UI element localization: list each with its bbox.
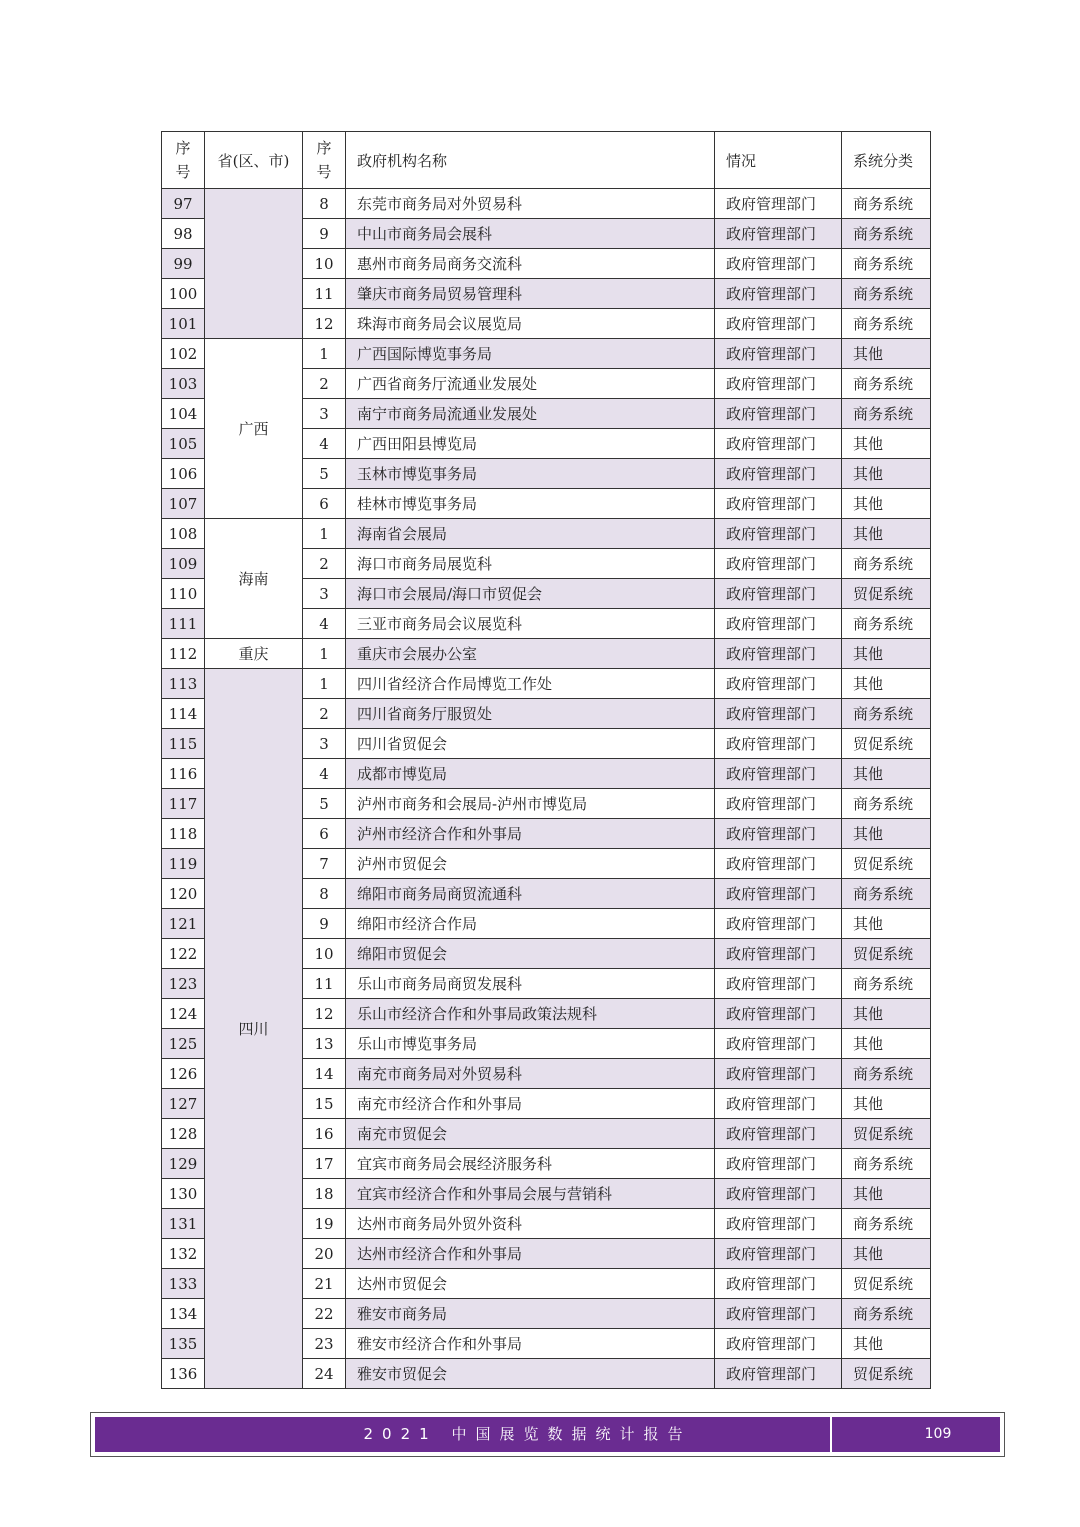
cell-seq: 122 bbox=[162, 939, 205, 969]
cell-situation: 政府管理部门 bbox=[715, 1179, 842, 1209]
cell-situation: 政府管理部门 bbox=[715, 909, 842, 939]
cell-category: 其他 bbox=[842, 819, 931, 849]
cell-seq: 118 bbox=[162, 819, 205, 849]
cell-seq: 113 bbox=[162, 669, 205, 699]
table-header-row bbox=[162, 132, 931, 189]
cell-agency-name: 海南省会展局 bbox=[346, 519, 715, 549]
cell-sub-seq: 23 bbox=[303, 1329, 346, 1359]
cell-sub-seq: 1 bbox=[303, 639, 346, 669]
cell-agency-name: 达州市经济合作和外事局 bbox=[346, 1239, 715, 1269]
cell-category: 其他 bbox=[842, 1329, 931, 1359]
cell-sub-seq: 8 bbox=[303, 879, 346, 909]
cell-category: 其他 bbox=[842, 1029, 931, 1059]
cell-agency-name: 珠海市商务局会议展览局 bbox=[346, 309, 715, 339]
cell-seq: 111 bbox=[162, 609, 205, 639]
cell-category: 其他 bbox=[842, 759, 931, 789]
cell-situation: 政府管理部门 bbox=[715, 1119, 842, 1149]
cell-sub-seq: 3 bbox=[303, 579, 346, 609]
cell-agency-name: 宜宾市商务局会展经济服务科 bbox=[346, 1149, 715, 1179]
cell-sub-seq: 5 bbox=[303, 459, 346, 489]
cell-agency-name: 海口市会展局/海口市贸促会 bbox=[346, 579, 715, 609]
cell-agency-name: 成都市博览局 bbox=[346, 759, 715, 789]
cell-category: 商务系统 bbox=[842, 969, 931, 999]
cell-sub-seq: 3 bbox=[303, 399, 346, 429]
cell-agency-name: 乐山市商务局商贸发展科 bbox=[346, 969, 715, 999]
cell-seq: 131 bbox=[162, 1209, 205, 1239]
table-body bbox=[162, 189, 931, 1389]
cell-situation: 政府管理部门 bbox=[715, 759, 842, 789]
footer-report-title: 2021 中国展览数据统计报告 bbox=[95, 1417, 832, 1452]
cell-situation: 政府管理部门 bbox=[715, 849, 842, 879]
cell-agency-name: 中山市商务局会展科 bbox=[346, 219, 715, 249]
header-agency-name: 政府机构名称 bbox=[346, 132, 715, 189]
cell-category: 其他 bbox=[842, 1089, 931, 1119]
cell-situation: 政府管理部门 bbox=[715, 939, 842, 969]
cell-situation: 政府管理部门 bbox=[715, 789, 842, 819]
cell-category: 商务系统 bbox=[842, 189, 931, 219]
cell-situation: 政府管理部门 bbox=[715, 519, 842, 549]
cell-category: 商务系统 bbox=[842, 609, 931, 639]
cell-sub-seq: 10 bbox=[303, 249, 346, 279]
cell-situation: 政府管理部门 bbox=[715, 309, 842, 339]
cell-seq: 128 bbox=[162, 1119, 205, 1149]
cell-seq: 130 bbox=[162, 1179, 205, 1209]
cell-category: 其他 bbox=[842, 339, 931, 369]
cell-sub-seq: 1 bbox=[303, 519, 346, 549]
table-row bbox=[162, 189, 931, 219]
agency-table bbox=[161, 131, 931, 1389]
cell-category: 其他 bbox=[842, 429, 931, 459]
cell-seq: 129 bbox=[162, 1149, 205, 1179]
header-seq-text: 序号 bbox=[175, 139, 191, 181]
header-province: 省(区、市) bbox=[205, 132, 303, 189]
cell-category: 商务系统 bbox=[842, 1299, 931, 1329]
cell-situation: 政府管理部门 bbox=[715, 699, 842, 729]
cell-situation: 政府管理部门 bbox=[715, 369, 842, 399]
cell-situation: 政府管理部门 bbox=[715, 249, 842, 279]
cell-situation: 政府管理部门 bbox=[715, 1059, 842, 1089]
cell-category: 贸促系统 bbox=[842, 849, 931, 879]
cell-sub-seq: 1 bbox=[303, 669, 346, 699]
cell-agency-name: 桂林市博览事务局 bbox=[346, 489, 715, 519]
cell-seq: 112 bbox=[162, 639, 205, 669]
cell-category: 其他 bbox=[842, 489, 931, 519]
cell-situation: 政府管理部门 bbox=[715, 1299, 842, 1329]
cell-seq: 104 bbox=[162, 399, 205, 429]
cell-sub-seq: 9 bbox=[303, 909, 346, 939]
cell-province: 四川 bbox=[205, 669, 303, 1389]
cell-sub-seq: 6 bbox=[303, 819, 346, 849]
cell-seq: 115 bbox=[162, 729, 205, 759]
cell-agency-name: 四川省商务厅服贸处 bbox=[346, 699, 715, 729]
cell-sub-seq: 11 bbox=[303, 279, 346, 309]
cell-seq: 125 bbox=[162, 1029, 205, 1059]
cell-situation: 政府管理部门 bbox=[715, 819, 842, 849]
cell-province bbox=[205, 189, 303, 339]
cell-seq: 126 bbox=[162, 1059, 205, 1089]
cell-category: 商务系统 bbox=[842, 699, 931, 729]
cell-category: 商务系统 bbox=[842, 789, 931, 819]
table-row bbox=[162, 519, 931, 549]
cell-agency-name: 四川省经济合作局博览工作处 bbox=[346, 669, 715, 699]
header-category: 系统分类 bbox=[842, 132, 931, 189]
cell-sub-seq: 12 bbox=[303, 309, 346, 339]
cell-category: 其他 bbox=[842, 459, 931, 489]
cell-agency-name: 绵阳市贸促会 bbox=[346, 939, 715, 969]
cell-sub-seq: 4 bbox=[303, 429, 346, 459]
cell-agency-name: 泸州市经济合作和外事局 bbox=[346, 819, 715, 849]
cell-situation: 政府管理部门 bbox=[715, 459, 842, 489]
cell-sub-seq: 2 bbox=[303, 549, 346, 579]
cell-agency-name: 雅安市经济合作和外事局 bbox=[346, 1329, 715, 1359]
cell-sub-seq: 1 bbox=[303, 339, 346, 369]
cell-situation: 政府管理部门 bbox=[715, 1269, 842, 1299]
cell-agency-name: 东莞市商务局对外贸易科 bbox=[346, 189, 715, 219]
cell-situation: 政府管理部门 bbox=[715, 1089, 842, 1119]
cell-sub-seq: 4 bbox=[303, 609, 346, 639]
cell-agency-name: 海口市商务局展览科 bbox=[346, 549, 715, 579]
cell-sub-seq: 2 bbox=[303, 699, 346, 729]
cell-province: 广西 bbox=[205, 339, 303, 519]
cell-situation: 政府管理部门 bbox=[715, 639, 842, 669]
cell-agency-name: 广西省商务厅流通业发展处 bbox=[346, 369, 715, 399]
page-footer bbox=[90, 1412, 1005, 1457]
cell-seq: 119 bbox=[162, 849, 205, 879]
cell-situation: 政府管理部门 bbox=[715, 669, 842, 699]
cell-province: 海南 bbox=[205, 519, 303, 639]
cell-seq: 117 bbox=[162, 789, 205, 819]
cell-sub-seq: 20 bbox=[303, 1239, 346, 1269]
cell-agency-name: 泸州市商务和会展局-泸州市博览局 bbox=[346, 789, 715, 819]
cell-seq: 123 bbox=[162, 969, 205, 999]
cell-agency-name: 雅安市商务局 bbox=[346, 1299, 715, 1329]
cell-agency-name: 广西田阳县博览局 bbox=[346, 429, 715, 459]
cell-category: 商务系统 bbox=[842, 1059, 931, 1089]
cell-seq: 106 bbox=[162, 459, 205, 489]
cell-situation: 政府管理部门 bbox=[715, 1149, 842, 1179]
cell-agency-name: 达州市贸促会 bbox=[346, 1269, 715, 1299]
cell-agency-name: 泸州市贸促会 bbox=[346, 849, 715, 879]
cell-seq: 100 bbox=[162, 279, 205, 309]
cell-category: 其他 bbox=[842, 999, 931, 1029]
cell-situation: 政府管理部门 bbox=[715, 339, 842, 369]
cell-sub-seq: 19 bbox=[303, 1209, 346, 1239]
cell-situation: 政府管理部门 bbox=[715, 879, 842, 909]
cell-sub-seq: 2 bbox=[303, 369, 346, 399]
cell-seq: 110 bbox=[162, 579, 205, 609]
cell-category: 贸促系统 bbox=[842, 1119, 931, 1149]
cell-category: 贸促系统 bbox=[842, 729, 931, 759]
cell-situation: 政府管理部门 bbox=[715, 279, 842, 309]
cell-seq: 105 bbox=[162, 429, 205, 459]
cell-category: 商务系统 bbox=[842, 1209, 931, 1239]
cell-seq: 135 bbox=[162, 1329, 205, 1359]
cell-sub-seq: 16 bbox=[303, 1119, 346, 1149]
cell-agency-name: 南充市商务局对外贸易科 bbox=[346, 1059, 715, 1089]
cell-agency-name: 乐山市博览事务局 bbox=[346, 1029, 715, 1059]
table-row bbox=[162, 669, 931, 699]
cell-sub-seq: 18 bbox=[303, 1179, 346, 1209]
cell-seq: 102 bbox=[162, 339, 205, 369]
cell-agency-name: 玉林市博览事务局 bbox=[346, 459, 715, 489]
cell-seq: 127 bbox=[162, 1089, 205, 1119]
cell-sub-seq: 3 bbox=[303, 729, 346, 759]
cell-sub-seq: 11 bbox=[303, 969, 346, 999]
cell-category: 其他 bbox=[842, 639, 931, 669]
cell-sub-seq: 14 bbox=[303, 1059, 346, 1089]
cell-category: 商务系统 bbox=[842, 1149, 931, 1179]
cell-agency-name: 雅安市贸促会 bbox=[346, 1359, 715, 1389]
table-row bbox=[162, 639, 931, 669]
cell-sub-seq: 21 bbox=[303, 1269, 346, 1299]
cell-seq: 116 bbox=[162, 759, 205, 789]
cell-sub-seq: 9 bbox=[303, 219, 346, 249]
cell-situation: 政府管理部门 bbox=[715, 609, 842, 639]
cell-situation: 政府管理部门 bbox=[715, 1239, 842, 1269]
cell-seq: 99 bbox=[162, 249, 205, 279]
cell-agency-name: 肇庆市商务局贸易管理科 bbox=[346, 279, 715, 309]
cell-category: 贸促系统 bbox=[842, 1359, 931, 1389]
header-sub-seq bbox=[303, 132, 346, 189]
cell-sub-seq: 8 bbox=[303, 189, 346, 219]
cell-sub-seq: 22 bbox=[303, 1299, 346, 1329]
cell-situation: 政府管理部门 bbox=[715, 429, 842, 459]
cell-seq: 109 bbox=[162, 549, 205, 579]
cell-sub-seq: 17 bbox=[303, 1149, 346, 1179]
cell-situation: 政府管理部门 bbox=[715, 399, 842, 429]
cell-sub-seq: 10 bbox=[303, 939, 346, 969]
cell-seq: 121 bbox=[162, 909, 205, 939]
cell-category: 商务系统 bbox=[842, 369, 931, 399]
cell-seq: 132 bbox=[162, 1239, 205, 1269]
cell-agency-name: 宜宾市经济合作和外事局会展与营销科 bbox=[346, 1179, 715, 1209]
cell-seq: 114 bbox=[162, 699, 205, 729]
cell-seq: 107 bbox=[162, 489, 205, 519]
cell-province: 重庆 bbox=[205, 639, 303, 669]
table-row bbox=[162, 339, 931, 369]
header-situation: 情况 bbox=[715, 132, 842, 189]
cell-sub-seq: 4 bbox=[303, 759, 346, 789]
cell-situation: 政府管理部门 bbox=[715, 219, 842, 249]
cell-agency-name: 乐山市经济合作和外事局政策法规科 bbox=[346, 999, 715, 1029]
cell-situation: 政府管理部门 bbox=[715, 1209, 842, 1239]
cell-situation: 政府管理部门 bbox=[715, 1329, 842, 1359]
cell-category: 其他 bbox=[842, 1239, 931, 1269]
cell-sub-seq: 5 bbox=[303, 789, 346, 819]
cell-category: 商务系统 bbox=[842, 279, 931, 309]
cell-seq: 134 bbox=[162, 1299, 205, 1329]
cell-category: 商务系统 bbox=[842, 309, 931, 339]
cell-category: 商务系统 bbox=[842, 879, 931, 909]
cell-sub-seq: 12 bbox=[303, 999, 346, 1029]
cell-sub-seq: 24 bbox=[303, 1359, 346, 1389]
cell-situation: 政府管理部门 bbox=[715, 489, 842, 519]
cell-category: 其他 bbox=[842, 1179, 931, 1209]
cell-sub-seq: 13 bbox=[303, 1029, 346, 1059]
cell-category: 商务系统 bbox=[842, 399, 931, 429]
cell-situation: 政府管理部门 bbox=[715, 579, 842, 609]
cell-agency-name: 绵阳市商务局商贸流通科 bbox=[346, 879, 715, 909]
cell-situation: 政府管理部门 bbox=[715, 999, 842, 1029]
cell-agency-name: 三亚市商务局会议展览科 bbox=[346, 609, 715, 639]
header-seq bbox=[162, 132, 205, 189]
cell-seq: 124 bbox=[162, 999, 205, 1029]
cell-category: 贸促系统 bbox=[842, 579, 931, 609]
cell-agency-name: 重庆市会展办公室 bbox=[346, 639, 715, 669]
cell-category: 贸促系统 bbox=[842, 939, 931, 969]
cell-seq: 108 bbox=[162, 519, 205, 549]
cell-category: 贸促系统 bbox=[842, 1269, 931, 1299]
page-number: 109 bbox=[924, 1426, 952, 1442]
cell-seq: 136 bbox=[162, 1359, 205, 1389]
cell-category: 商务系统 bbox=[842, 549, 931, 579]
cell-situation: 政府管理部门 bbox=[715, 189, 842, 219]
cell-situation: 政府管理部门 bbox=[715, 1359, 842, 1389]
cell-seq: 97 bbox=[162, 189, 205, 219]
cell-situation: 政府管理部门 bbox=[715, 729, 842, 759]
cell-category: 其他 bbox=[842, 909, 931, 939]
header-sub-seq-text: 序号 bbox=[316, 139, 332, 181]
cell-sub-seq: 15 bbox=[303, 1089, 346, 1119]
cell-agency-name: 广西国际博览事务局 bbox=[346, 339, 715, 369]
cell-category: 商务系统 bbox=[842, 249, 931, 279]
cell-sub-seq: 7 bbox=[303, 849, 346, 879]
cell-agency-name: 达州市商务局外贸外资科 bbox=[346, 1209, 715, 1239]
cell-situation: 政府管理部门 bbox=[715, 549, 842, 579]
cell-seq: 120 bbox=[162, 879, 205, 909]
cell-agency-name: 南宁市商务局流通业发展处 bbox=[346, 399, 715, 429]
cell-category: 其他 bbox=[842, 669, 931, 699]
cell-seq: 98 bbox=[162, 219, 205, 249]
cell-seq: 101 bbox=[162, 309, 205, 339]
cell-sub-seq: 6 bbox=[303, 489, 346, 519]
cell-situation: 政府管理部门 bbox=[715, 969, 842, 999]
cell-agency-name: 南充市贸促会 bbox=[346, 1119, 715, 1149]
cell-agency-name: 绵阳市经济合作局 bbox=[346, 909, 715, 939]
cell-seq: 133 bbox=[162, 1269, 205, 1299]
cell-category: 商务系统 bbox=[842, 219, 931, 249]
cell-category: 其他 bbox=[842, 519, 931, 549]
cell-seq: 103 bbox=[162, 369, 205, 399]
footer-bar bbox=[95, 1417, 1000, 1452]
cell-agency-name: 惠州市商务局商务交流科 bbox=[346, 249, 715, 279]
cell-situation: 政府管理部门 bbox=[715, 1029, 842, 1059]
cell-agency-name: 四川省贸促会 bbox=[346, 729, 715, 759]
cell-agency-name: 南充市经济合作和外事局 bbox=[346, 1089, 715, 1119]
